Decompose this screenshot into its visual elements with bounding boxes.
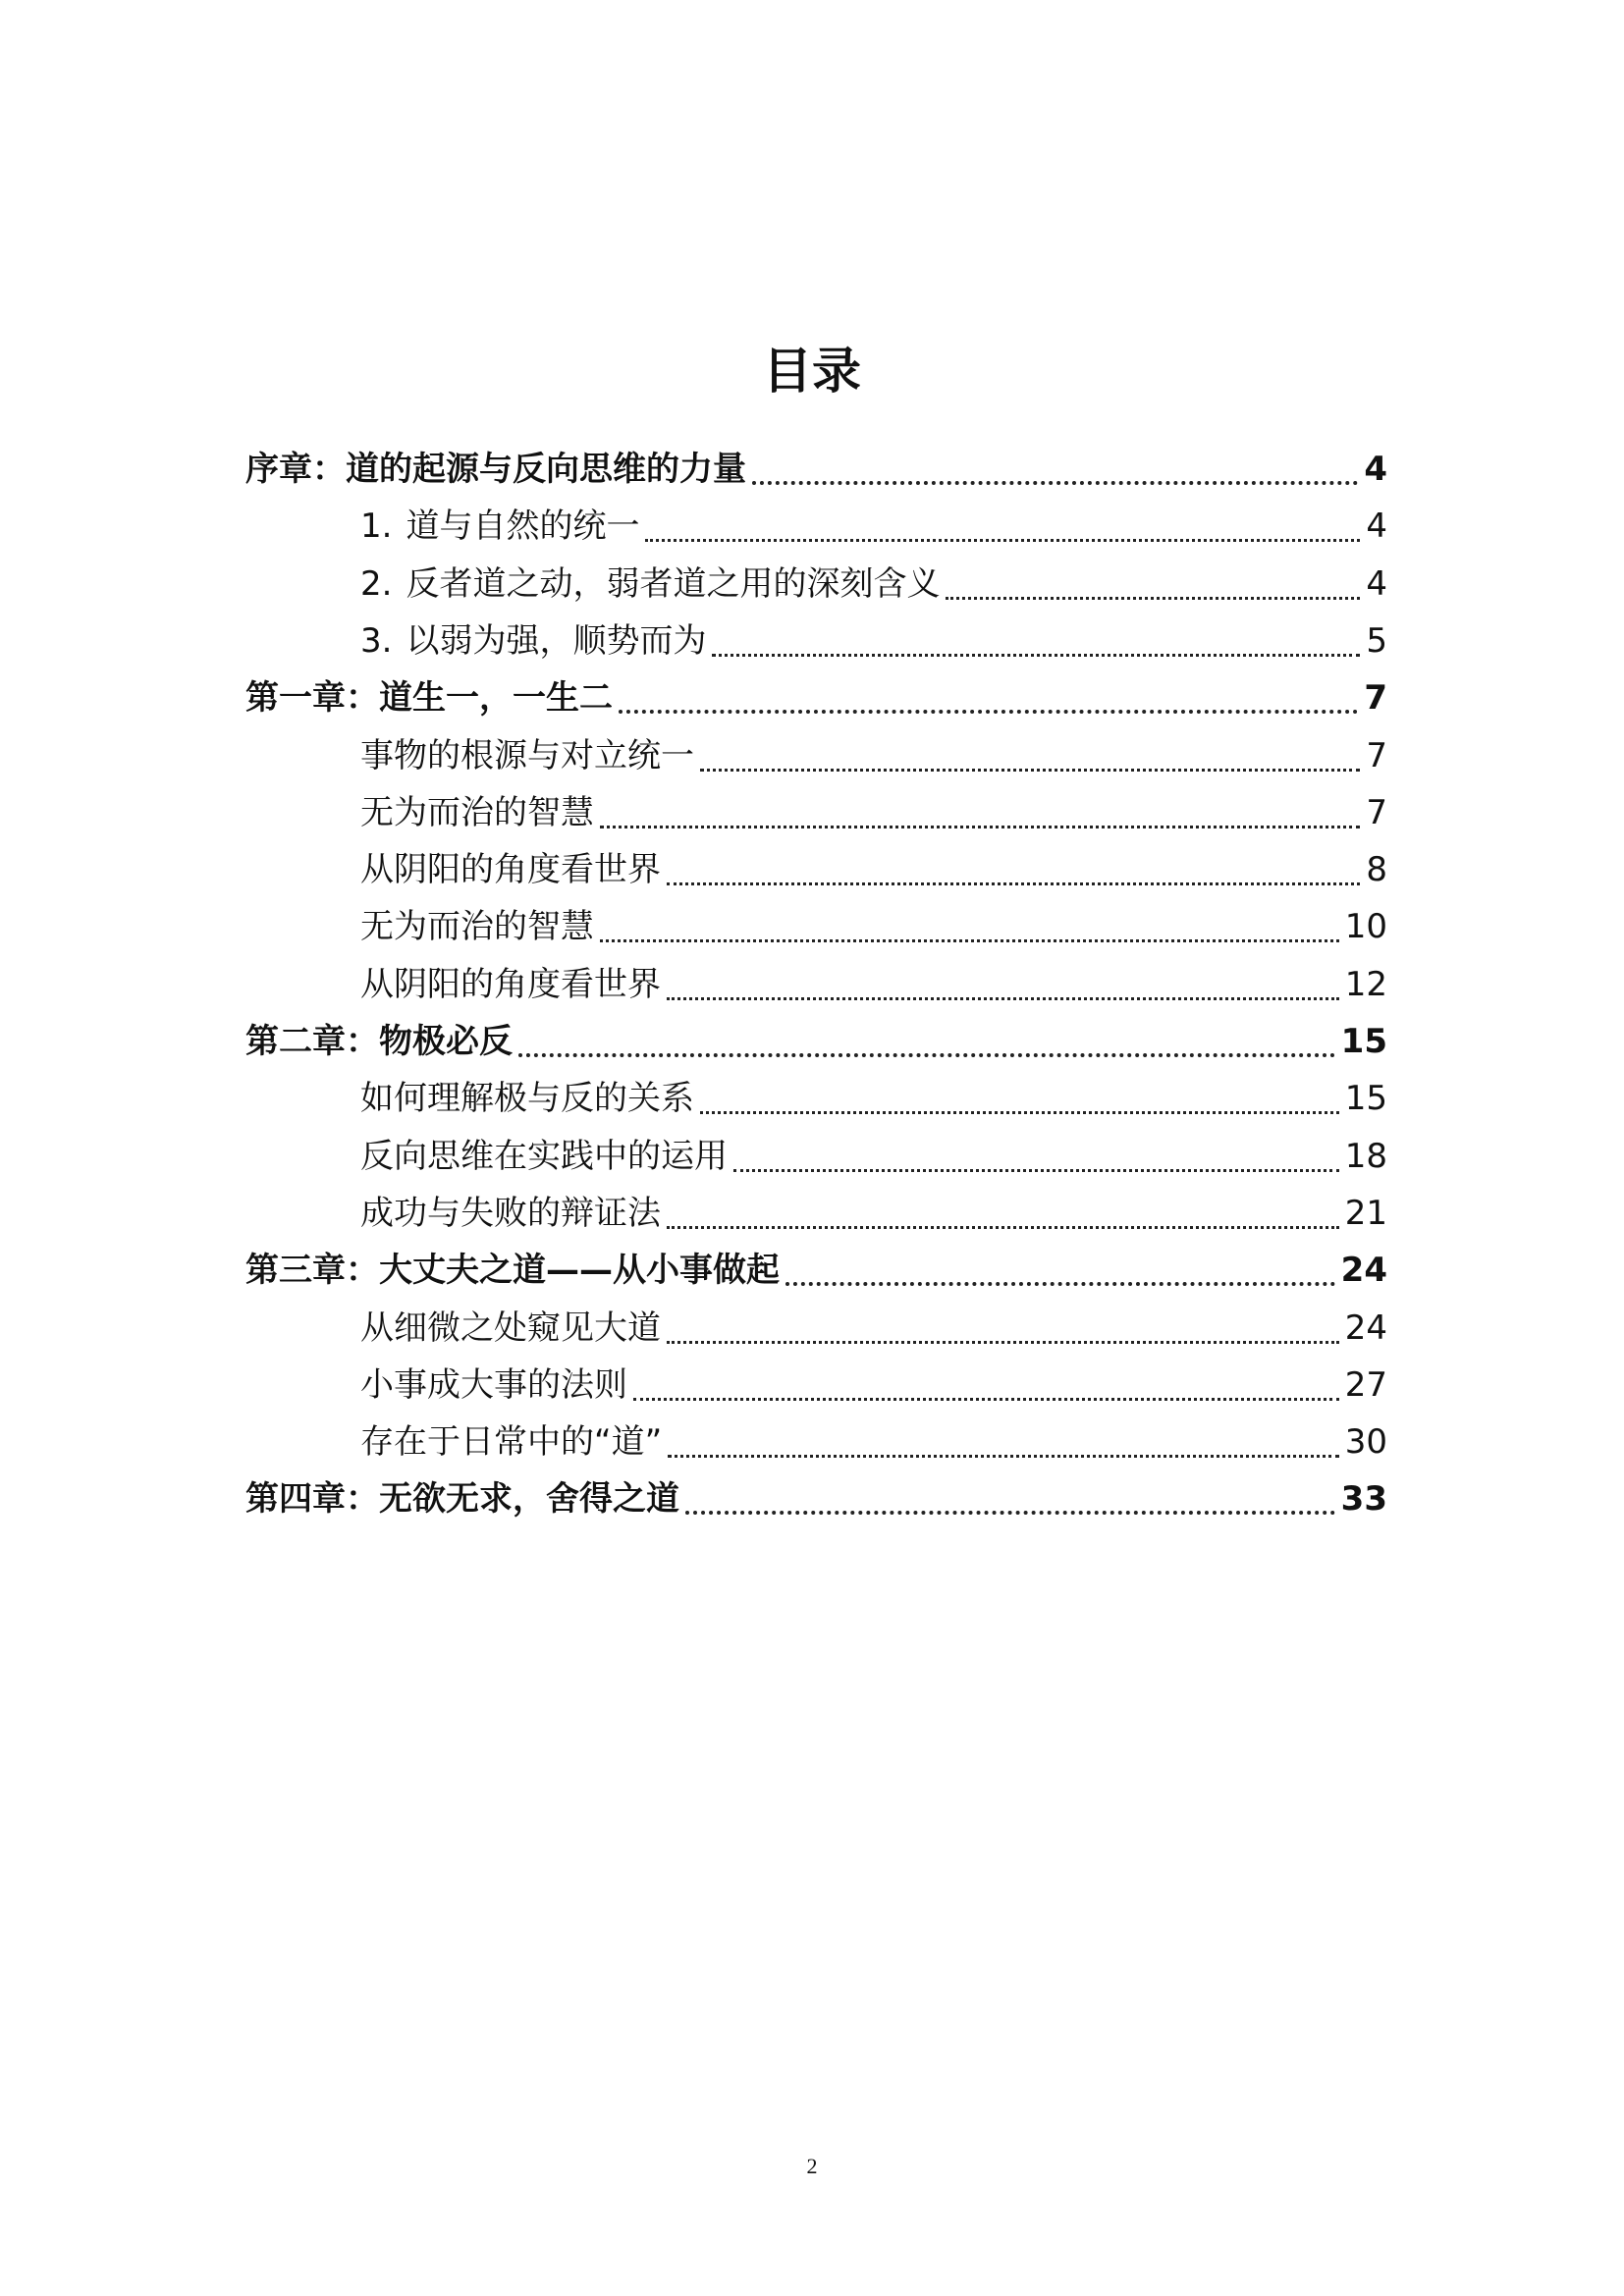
dot-leader bbox=[752, 481, 1358, 485]
toc-chapter-entry[interactable] bbox=[245, 1469, 1387, 1528]
toc-entry-label: 反者道之动，弱者道之用的深刻含义 bbox=[406, 564, 941, 604]
toc-entry-page-number: 4 bbox=[1366, 507, 1387, 546]
toc-entry-label: 存在于日常中的“道” bbox=[360, 1422, 663, 1462]
toc-entry-page-number: 12 bbox=[1344, 965, 1387, 1004]
dot-leader bbox=[518, 1053, 1335, 1057]
toc-entry-page-number: 18 bbox=[1344, 1137, 1387, 1176]
toc-section-entry[interactable] bbox=[360, 497, 1387, 556]
toc-entry-label: 从阴阳的角度看世界 bbox=[360, 850, 661, 889]
toc-entry-page-number: 15 bbox=[1344, 1079, 1387, 1118]
toc-section-entry[interactable] bbox=[360, 1127, 1387, 1186]
dot-leader bbox=[633, 1398, 1339, 1401]
toc-entry-label: 事物的根源与对立统一 bbox=[360, 736, 694, 775]
toc-chapter-entry[interactable] bbox=[245, 1241, 1387, 1300]
dot-leader bbox=[785, 1282, 1335, 1286]
toc-entry-number: 3. bbox=[360, 621, 393, 661]
toc-entry-page-number: 10 bbox=[1344, 907, 1387, 946]
toc-entry-page-number: 7 bbox=[1366, 736, 1387, 775]
dot-leader bbox=[733, 1169, 1339, 1172]
dot-leader bbox=[668, 1455, 1339, 1458]
dot-leader bbox=[700, 769, 1360, 772]
toc-entry-label: 第四章：无欲无求，舍得之道 bbox=[245, 1479, 679, 1519]
toc-section-entry[interactable] bbox=[360, 1299, 1387, 1358]
dot-leader bbox=[600, 939, 1339, 942]
toc-entry-label: 第一章：道生一，一生二 bbox=[245, 678, 613, 718]
dot-leader bbox=[700, 1111, 1339, 1114]
toc-entry-label: 从细微之处窥见大道 bbox=[360, 1308, 661, 1348]
toc-section-entry[interactable] bbox=[360, 726, 1387, 785]
toc-section-entry[interactable] bbox=[360, 612, 1387, 670]
toc-entry-page-number: 15 bbox=[1340, 1022, 1387, 1061]
toc-section-entry[interactable] bbox=[360, 897, 1387, 956]
toc-entry-label: 道与自然的统一 bbox=[406, 507, 640, 546]
toc-chapter-entry[interactable] bbox=[245, 1012, 1387, 1071]
toc-entry-label: 如何理解极与反的关系 bbox=[360, 1079, 694, 1118]
toc-chapter-entry[interactable] bbox=[245, 440, 1387, 499]
toc-entry-page-number: 24 bbox=[1340, 1251, 1387, 1290]
toc-entry-page-number: 21 bbox=[1344, 1194, 1387, 1233]
toc-entry-number: 2. bbox=[360, 564, 393, 604]
toc-entry-label: 反向思维在实践中的运用 bbox=[360, 1137, 728, 1176]
toc-entry-number: 1. bbox=[360, 507, 393, 546]
footer-page-number: 2 bbox=[806, 2154, 818, 2178]
toc-entry-label: 从阴阳的角度看世界 bbox=[360, 965, 661, 1004]
toc-entry-label: 第二章：物极必反 bbox=[245, 1022, 513, 1061]
toc-section-entry[interactable] bbox=[360, 1184, 1387, 1243]
toc-entry-page-number: 7 bbox=[1364, 678, 1387, 718]
toc-entry-label: 无为而治的智慧 bbox=[360, 793, 594, 832]
dot-leader bbox=[619, 710, 1358, 714]
dot-leader bbox=[667, 882, 1360, 885]
toc-entry-label: 成功与失败的辩证法 bbox=[360, 1194, 661, 1233]
toc-entry-page-number: 8 bbox=[1366, 850, 1387, 889]
toc-chapter-entry[interactable] bbox=[245, 668, 1387, 727]
toc-section-entry[interactable] bbox=[360, 840, 1387, 899]
toc-entry-label: 无为而治的智慧 bbox=[360, 907, 594, 946]
toc-entry-label: 序章：道的起源与反向思维的力量 bbox=[245, 450, 746, 489]
dot-leader bbox=[600, 826, 1360, 828]
toc-entry-page-number: 4 bbox=[1366, 564, 1387, 604]
toc-entry-label: 以弱为强，顺势而为 bbox=[406, 621, 707, 661]
toc-entry-page-number: 4 bbox=[1364, 450, 1387, 489]
toc-section-entry[interactable] bbox=[360, 783, 1387, 842]
toc-entry-page-number: 7 bbox=[1366, 793, 1387, 832]
toc-entry-label: 小事成大事的法则 bbox=[360, 1365, 627, 1405]
dot-leader bbox=[645, 539, 1360, 542]
toc-entry-page-number: 24 bbox=[1344, 1308, 1387, 1348]
dot-leader bbox=[667, 1341, 1339, 1344]
toc-entry-page-number: 33 bbox=[1340, 1479, 1387, 1519]
dot-leader bbox=[712, 654, 1360, 657]
toc-section-entry[interactable] bbox=[360, 555, 1387, 614]
toc-entry-page-number: 27 bbox=[1344, 1365, 1387, 1405]
toc-section-entry[interactable] bbox=[360, 955, 1387, 1014]
toc-entry-page-number: 30 bbox=[1344, 1422, 1387, 1462]
dot-leader bbox=[685, 1511, 1335, 1515]
dot-leader bbox=[667, 1226, 1339, 1229]
toc-section-entry[interactable] bbox=[360, 1413, 1387, 1471]
page-title: 目录 bbox=[763, 343, 861, 400]
dot-leader bbox=[667, 997, 1339, 1000]
toc-entry-label: 第三章：大丈夫之道——从小事做起 bbox=[245, 1251, 780, 1290]
dot-leader bbox=[946, 597, 1360, 600]
toc-entry-page-number: 5 bbox=[1366, 621, 1387, 661]
toc-section-entry[interactable] bbox=[360, 1069, 1387, 1128]
toc-section-entry[interactable] bbox=[360, 1356, 1387, 1415]
